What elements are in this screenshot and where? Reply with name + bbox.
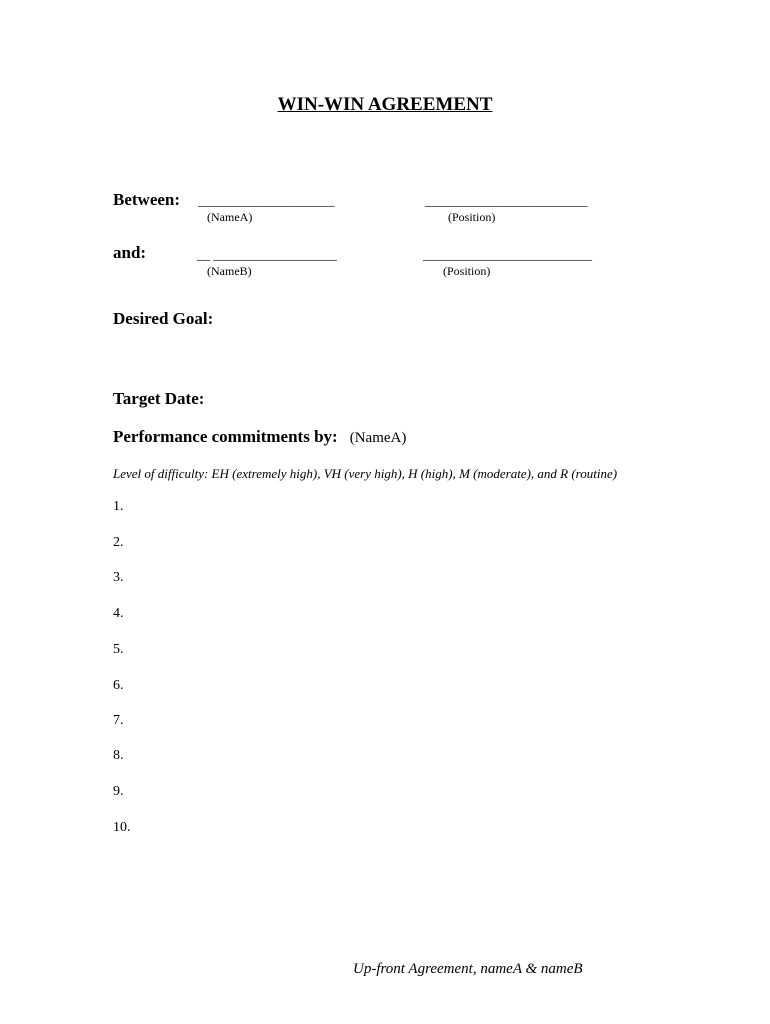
page-title: WIN-WIN AGREEMENT (277, 94, 493, 115)
list-item: 2. (113, 535, 124, 550)
performance-name: (NameA) (349, 430, 407, 446)
list-item: 10. (113, 820, 131, 835)
list-item: 4. (113, 606, 124, 621)
list-item: 7. (113, 713, 124, 728)
list-item: 1. (113, 499, 124, 514)
performance-line (113, 427, 406, 447)
list-item: 3. (113, 570, 124, 585)
position-a-caption: (Position) (448, 210, 496, 224)
and-label: and: (113, 243, 147, 262)
list-item: 9. (113, 784, 124, 799)
performance-label: Performance commitments by: (113, 427, 338, 446)
target-date-label: Target Date: (113, 389, 205, 408)
footer-text: Up-front Agreement, nameA & nameB (353, 961, 583, 977)
name-b-caption: (NameB) (207, 264, 252, 278)
list-item: 5. (113, 642, 124, 657)
name-a-line[interactable]: _____________________ (198, 193, 335, 208)
name-b-line[interactable]: __ ___________________ (197, 247, 337, 262)
position-b-caption: (Position) (443, 264, 491, 278)
desired-goal-label: Desired Goal: (113, 309, 214, 328)
list-item: 6. (113, 678, 124, 693)
list-item: 8. (113, 748, 124, 763)
between-label: Between: (113, 190, 181, 209)
position-b-line[interactable]: __________________________ (423, 247, 592, 262)
position-a-line[interactable]: _________________________ (425, 193, 588, 208)
name-a-caption: (NameA) (207, 210, 253, 224)
difficulty-note: Level of difficulty: EH (extremely high), VH (very high), H (high), M (moderate), and R (routine) (113, 466, 618, 481)
